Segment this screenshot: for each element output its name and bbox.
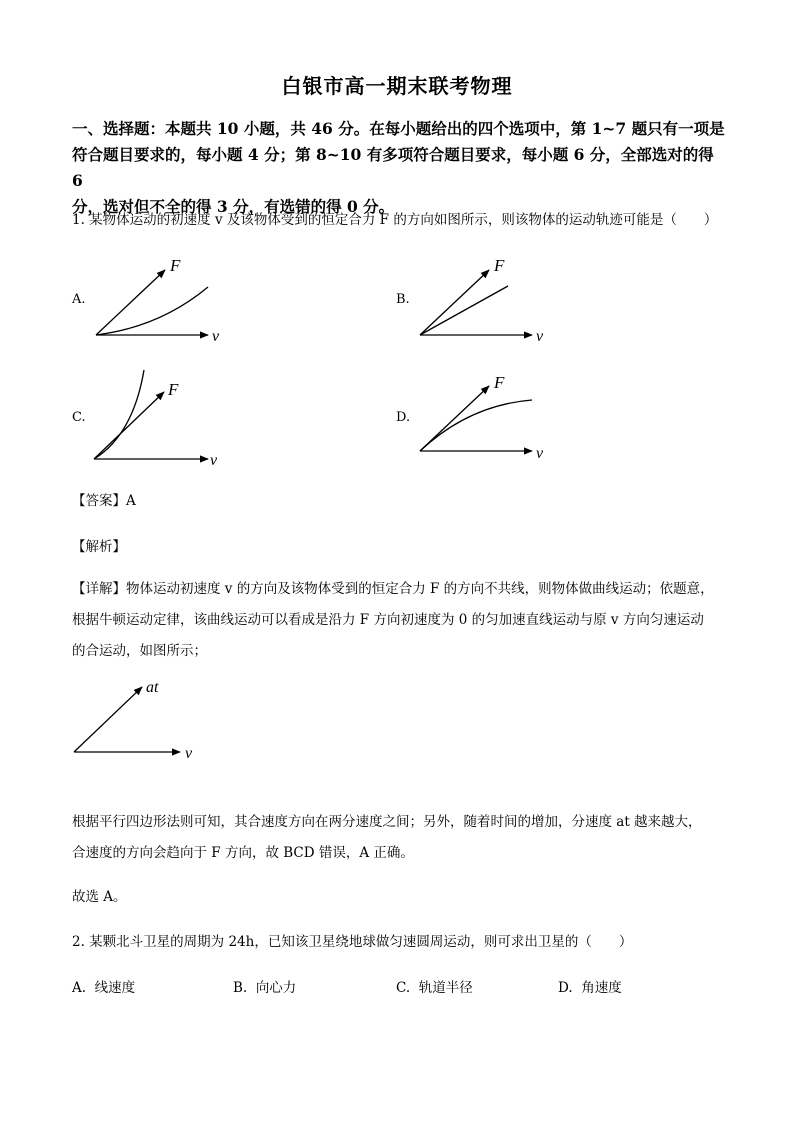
q1-option-b-figure [414,255,564,350]
q2-option-a-letter: A. [72,980,87,996]
q2-stem: 2. 某颗北斗卫星的周期为 24h，已知该卫星绕地球做匀速圆周运动，则可求出卫星的（ ） [72,934,633,950]
q2-option-c [396,978,473,998]
section-line-2: 符合题目要求的，每小题 4 分；第 8~10 有多项符合题目要求，每小题 6 分，全部选对的得 6 [72,145,714,190]
force-label: F [170,256,181,275]
at-label: at [146,679,159,696]
q2-option-b-text: 向心力 [255,980,297,996]
q1-option-b-label: B. [396,292,410,307]
q2-option-a-text: 线速度 [94,980,136,996]
q2-option-d-letter: D. [558,980,573,996]
q1-conclusion [72,807,732,869]
section-instructions [72,116,728,220]
page-title: 白银市高一期末联考物理 [281,74,513,98]
q2-option-a [72,978,135,998]
force-arrow [96,270,165,335]
q2-option-c-letter: C. [396,980,411,996]
force-arrow [94,392,164,459]
q2-option-c-text: 轨道半径 [418,980,473,996]
velocity-label: v [185,745,193,762]
q2-option-b [233,978,296,998]
q2-option-b-letter: B. [233,980,248,996]
trajectory-curve [420,400,532,451]
q1-option-c-label: C. [72,410,86,425]
q1-detail-line-3: 的合运动，如图所示； [72,643,207,659]
q1-analysis-tag: 【解析】 [72,539,126,555]
at-arrow [74,687,142,752]
q1-option-d-label: D. [396,410,411,425]
trajectory-curve [94,370,144,459]
q1-conclusion-line-1: 根据平行四边形法则可知，其合速度方向在两分速度之间；另外，随着时间的增加，分速度 at 越来越大， [72,814,702,830]
force-label: F [494,256,505,275]
q1-detail-line-2: 根据牛顿运动定律，该曲线运动可以看成是沿力 F 方向初速度为 0 的匀加速直线运动与原 v 方向匀速运动 [72,612,704,628]
q1-option-c-figure [88,365,238,475]
q1-detail-tag: 【详解】 [72,581,126,597]
q1-option-a-label: A. [72,292,86,307]
velocity-label: v [536,445,544,462]
force-label: F [168,380,179,399]
section-line-1: 一、选择题：本题共 10 小题，共 46 分。在每小题给出的四个选项中，第 1~7 题只有一项是 [72,119,725,138]
velocity-label: v [212,328,220,345]
velocity-label: v [210,452,218,469]
section-line-3: 分，选对但不全的得 3 分，有选错的得 0 分。 [72,197,395,216]
q1-option-a-figure [90,255,240,350]
q2-option-d [558,978,622,998]
q1-detail-line-1: 物体运动初速度 v 的方向及该物体受到的恒定合力 F 的方向不共线，则物体做曲线运动；依题意， [126,581,714,597]
velocity-label: v [536,328,544,345]
force-label: F [494,373,505,392]
q1-answer: 【答案】A [72,493,136,509]
trajectory-curve [96,287,208,335]
q1-detail [72,574,732,667]
q1-final: 故选 A。 [72,889,127,905]
q1-stem: 1. 某物体运动的初速度 v 及该物体受到的恒定合力 F 的方向如图所示，则该物体的运动轨迹可能是（ ） [72,212,718,228]
q1-decomposition-figure [68,672,208,762]
q2-option-d-text: 角速度 [581,980,622,996]
q1-conclusion-line-2: 合速度的方向会趋向于 F 方向，故 BCD 错误，A 正确。 [72,845,414,861]
q1-option-d-figure [414,370,564,465]
